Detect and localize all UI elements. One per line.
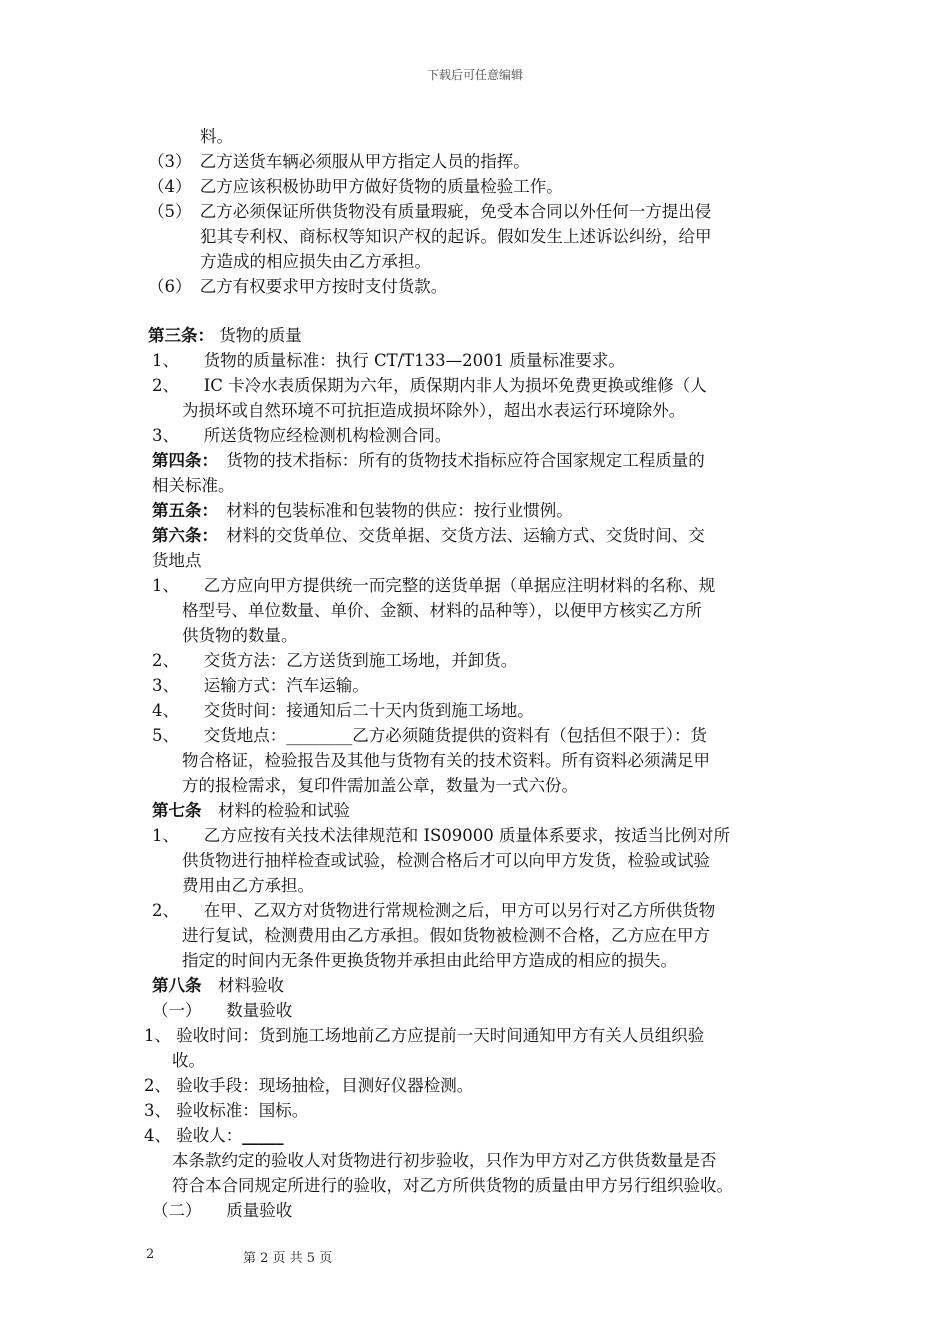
line-text: 3、 运输方式：汽车运输。 bbox=[152, 676, 369, 695]
line-text: 格型号、单位数量、单价、金额、材料的品种等），以便甲方核实乙方所 bbox=[182, 601, 702, 620]
text-line bbox=[200, 252, 431, 272]
line-text: 供货物的数量。 bbox=[182, 626, 298, 645]
line-text: 3、 验收标准：国标。 bbox=[144, 1101, 309, 1120]
page-info: 第 2 页 共 5 页 bbox=[243, 1251, 333, 1266]
text-line bbox=[144, 1026, 704, 1046]
line-text: 材料的检验和试验 bbox=[201, 801, 350, 820]
text-line bbox=[200, 127, 233, 147]
line-text: 货物的技术指标：所有的货物技术指标应符合国家规定工程质量的 bbox=[209, 451, 705, 470]
text-line bbox=[152, 676, 369, 696]
line-text: 料。 bbox=[200, 127, 233, 146]
text-line bbox=[182, 776, 578, 796]
article-heading-line bbox=[152, 801, 350, 821]
text-line bbox=[182, 851, 710, 871]
page-number: 2 bbox=[146, 1247, 155, 1262]
text-line bbox=[152, 351, 625, 371]
line-text: 指定的时间内无条件更换货物并承担由此给甲方造成的相应的损失。 bbox=[182, 951, 677, 970]
article-heading-line bbox=[152, 451, 705, 471]
page-header: 下载后可任意编辑 bbox=[426, 68, 523, 82]
text-line bbox=[152, 426, 451, 446]
text-line bbox=[172, 1176, 733, 1196]
text-line bbox=[200, 227, 712, 247]
text-line bbox=[148, 202, 711, 222]
line-text: （3） 乙方送货车辆必须服从甲方指定人员的指挥。 bbox=[148, 152, 530, 171]
line-text: 2、 IC 卡冷水表质保期为六年，质保期内非人为损坏免费更换或维修（人 bbox=[152, 376, 707, 395]
line-text: 材料的包装标准和包装物的供应：按行业惯例。 bbox=[209, 501, 573, 520]
text-line bbox=[152, 901, 715, 921]
line-text: 4、 验收人： bbox=[144, 1126, 243, 1145]
article-heading-line bbox=[152, 526, 705, 546]
text-line bbox=[152, 826, 730, 846]
line-text: （二） 质量验收 bbox=[152, 1201, 293, 1220]
article-label: 第三条： bbox=[148, 326, 214, 345]
article-label: 第四条： bbox=[152, 451, 210, 470]
line-text: （4） 乙方应该积极协助甲方做好货物的质量检验工作。 bbox=[148, 177, 563, 196]
line-text: 供货物进行抽样检查或试验，检测合格后才可以向甲方发货，检验或试验 bbox=[182, 851, 710, 870]
text-line bbox=[152, 576, 715, 596]
line-text: 5、 交货地点：________乙方必须随货提供的资料有（包括但不限于）：货 bbox=[152, 726, 707, 745]
line-text: 犯其专利权、商标权等知识产权的起诉。假如发生上述诉讼纠纷，给甲 bbox=[200, 227, 712, 246]
text-line bbox=[148, 177, 563, 197]
article-label: 第五条： bbox=[152, 501, 210, 520]
text-line bbox=[152, 376, 707, 396]
line-text: 1、 验收时间：货到施工场地前乙方应提前一天时间通知甲方有关人员组织验 bbox=[144, 1026, 705, 1045]
line-text: 1、 货物的质量标准：执行 CT/T133—2001 质量标准要求。 bbox=[152, 351, 625, 370]
blank-underline: _____ bbox=[242, 1126, 284, 1145]
line-text: 3、 所送货物应经检测机构检测合同。 bbox=[152, 426, 452, 445]
text-line bbox=[152, 476, 235, 496]
line-text: 2、 验收手段：现场抽检，目测好仪器检测。 bbox=[144, 1076, 474, 1095]
text-line bbox=[182, 751, 710, 771]
text-line bbox=[182, 401, 685, 421]
line-text: 物合格证，检验报告及其他与货物有关的技术资料。所有资料必须满足甲 bbox=[182, 751, 710, 770]
text-line bbox=[152, 726, 707, 746]
text-line bbox=[144, 1076, 473, 1096]
text-line bbox=[182, 626, 298, 646]
article-label: 第七条 bbox=[152, 801, 202, 820]
line-text: 材料验收 bbox=[201, 976, 284, 995]
text-line bbox=[148, 152, 530, 172]
line-text: 1、 乙方应按有关技术法律规范和 IS09000 质量体系要求，按适当比例对所 bbox=[152, 826, 731, 845]
line-text: 材料的交货单位、交货单据、交货方法、运输方式、交货时间、交 bbox=[209, 526, 705, 545]
line-text: 2、 在甲、乙双方对货物进行常规检测之后，甲方可以另行对乙方所供货物 bbox=[152, 901, 716, 920]
line-text: （5） 乙方必须保证所供货物没有质量瑕疵，免受本合同以外任何一方提出侵 bbox=[148, 202, 712, 221]
line-text: 符合本合同规定所进行的验收，对乙方所供货物的质量由甲方另行组织验收。 bbox=[172, 1176, 733, 1195]
line-text: 进行复试，检测费用由乙方承担。假如货物被检测不合格，乙方应在甲方 bbox=[182, 926, 710, 945]
text-line bbox=[152, 551, 202, 571]
text-line bbox=[152, 1201, 292, 1221]
text-line bbox=[152, 701, 534, 721]
text-line bbox=[182, 951, 677, 971]
line-text: 4、 交货时间：接通知后二十天内货到施工场地。 bbox=[152, 701, 534, 720]
text-line bbox=[172, 1151, 717, 1171]
article-heading-line bbox=[152, 501, 573, 521]
text-line bbox=[182, 601, 702, 621]
text-line bbox=[144, 1101, 308, 1121]
text-line bbox=[152, 1001, 292, 1021]
line-text: 相关标准。 bbox=[152, 476, 235, 495]
text-line bbox=[172, 1051, 205, 1071]
article-label: 第八条 bbox=[152, 976, 202, 995]
article-heading-line bbox=[148, 326, 302, 346]
line-text: 费用由乙方承担。 bbox=[182, 876, 314, 895]
text-line bbox=[182, 876, 314, 896]
line-text: 方的报检需求，复印件需加盖公章，数量为一式六份。 bbox=[182, 776, 578, 795]
text-line bbox=[144, 1126, 284, 1146]
line-text: 为损坏或自然环境不可抗拒造成损坏除外），超出水表运行环境除外。 bbox=[182, 401, 686, 420]
line-text: 1、 乙方应向甲方提供统一而完整的送货单据（单据应注明材料的名称、规 bbox=[152, 576, 716, 595]
line-text: 货地点 bbox=[152, 551, 202, 570]
line-text: 本条款约定的验收人对货物进行初步验收，只作为甲方对乙方供货数量是否 bbox=[172, 1151, 717, 1170]
line-text: 2、 交货方法：乙方送货到施工场地，并卸货。 bbox=[152, 651, 518, 670]
article-heading-line bbox=[152, 976, 284, 996]
text-line bbox=[182, 926, 710, 946]
text-line bbox=[148, 277, 447, 297]
line-text: 收。 bbox=[172, 1051, 205, 1070]
article-label: 第六条： bbox=[152, 526, 210, 545]
line-text: （一） 数量验收 bbox=[152, 1001, 293, 1020]
line-text: （6） 乙方有权要求甲方按时支付货款。 bbox=[148, 277, 448, 296]
line-text: 货物的质量 bbox=[214, 326, 302, 345]
line-text: 方造成的相应损失由乙方承担。 bbox=[200, 252, 431, 271]
text-line bbox=[152, 651, 517, 671]
